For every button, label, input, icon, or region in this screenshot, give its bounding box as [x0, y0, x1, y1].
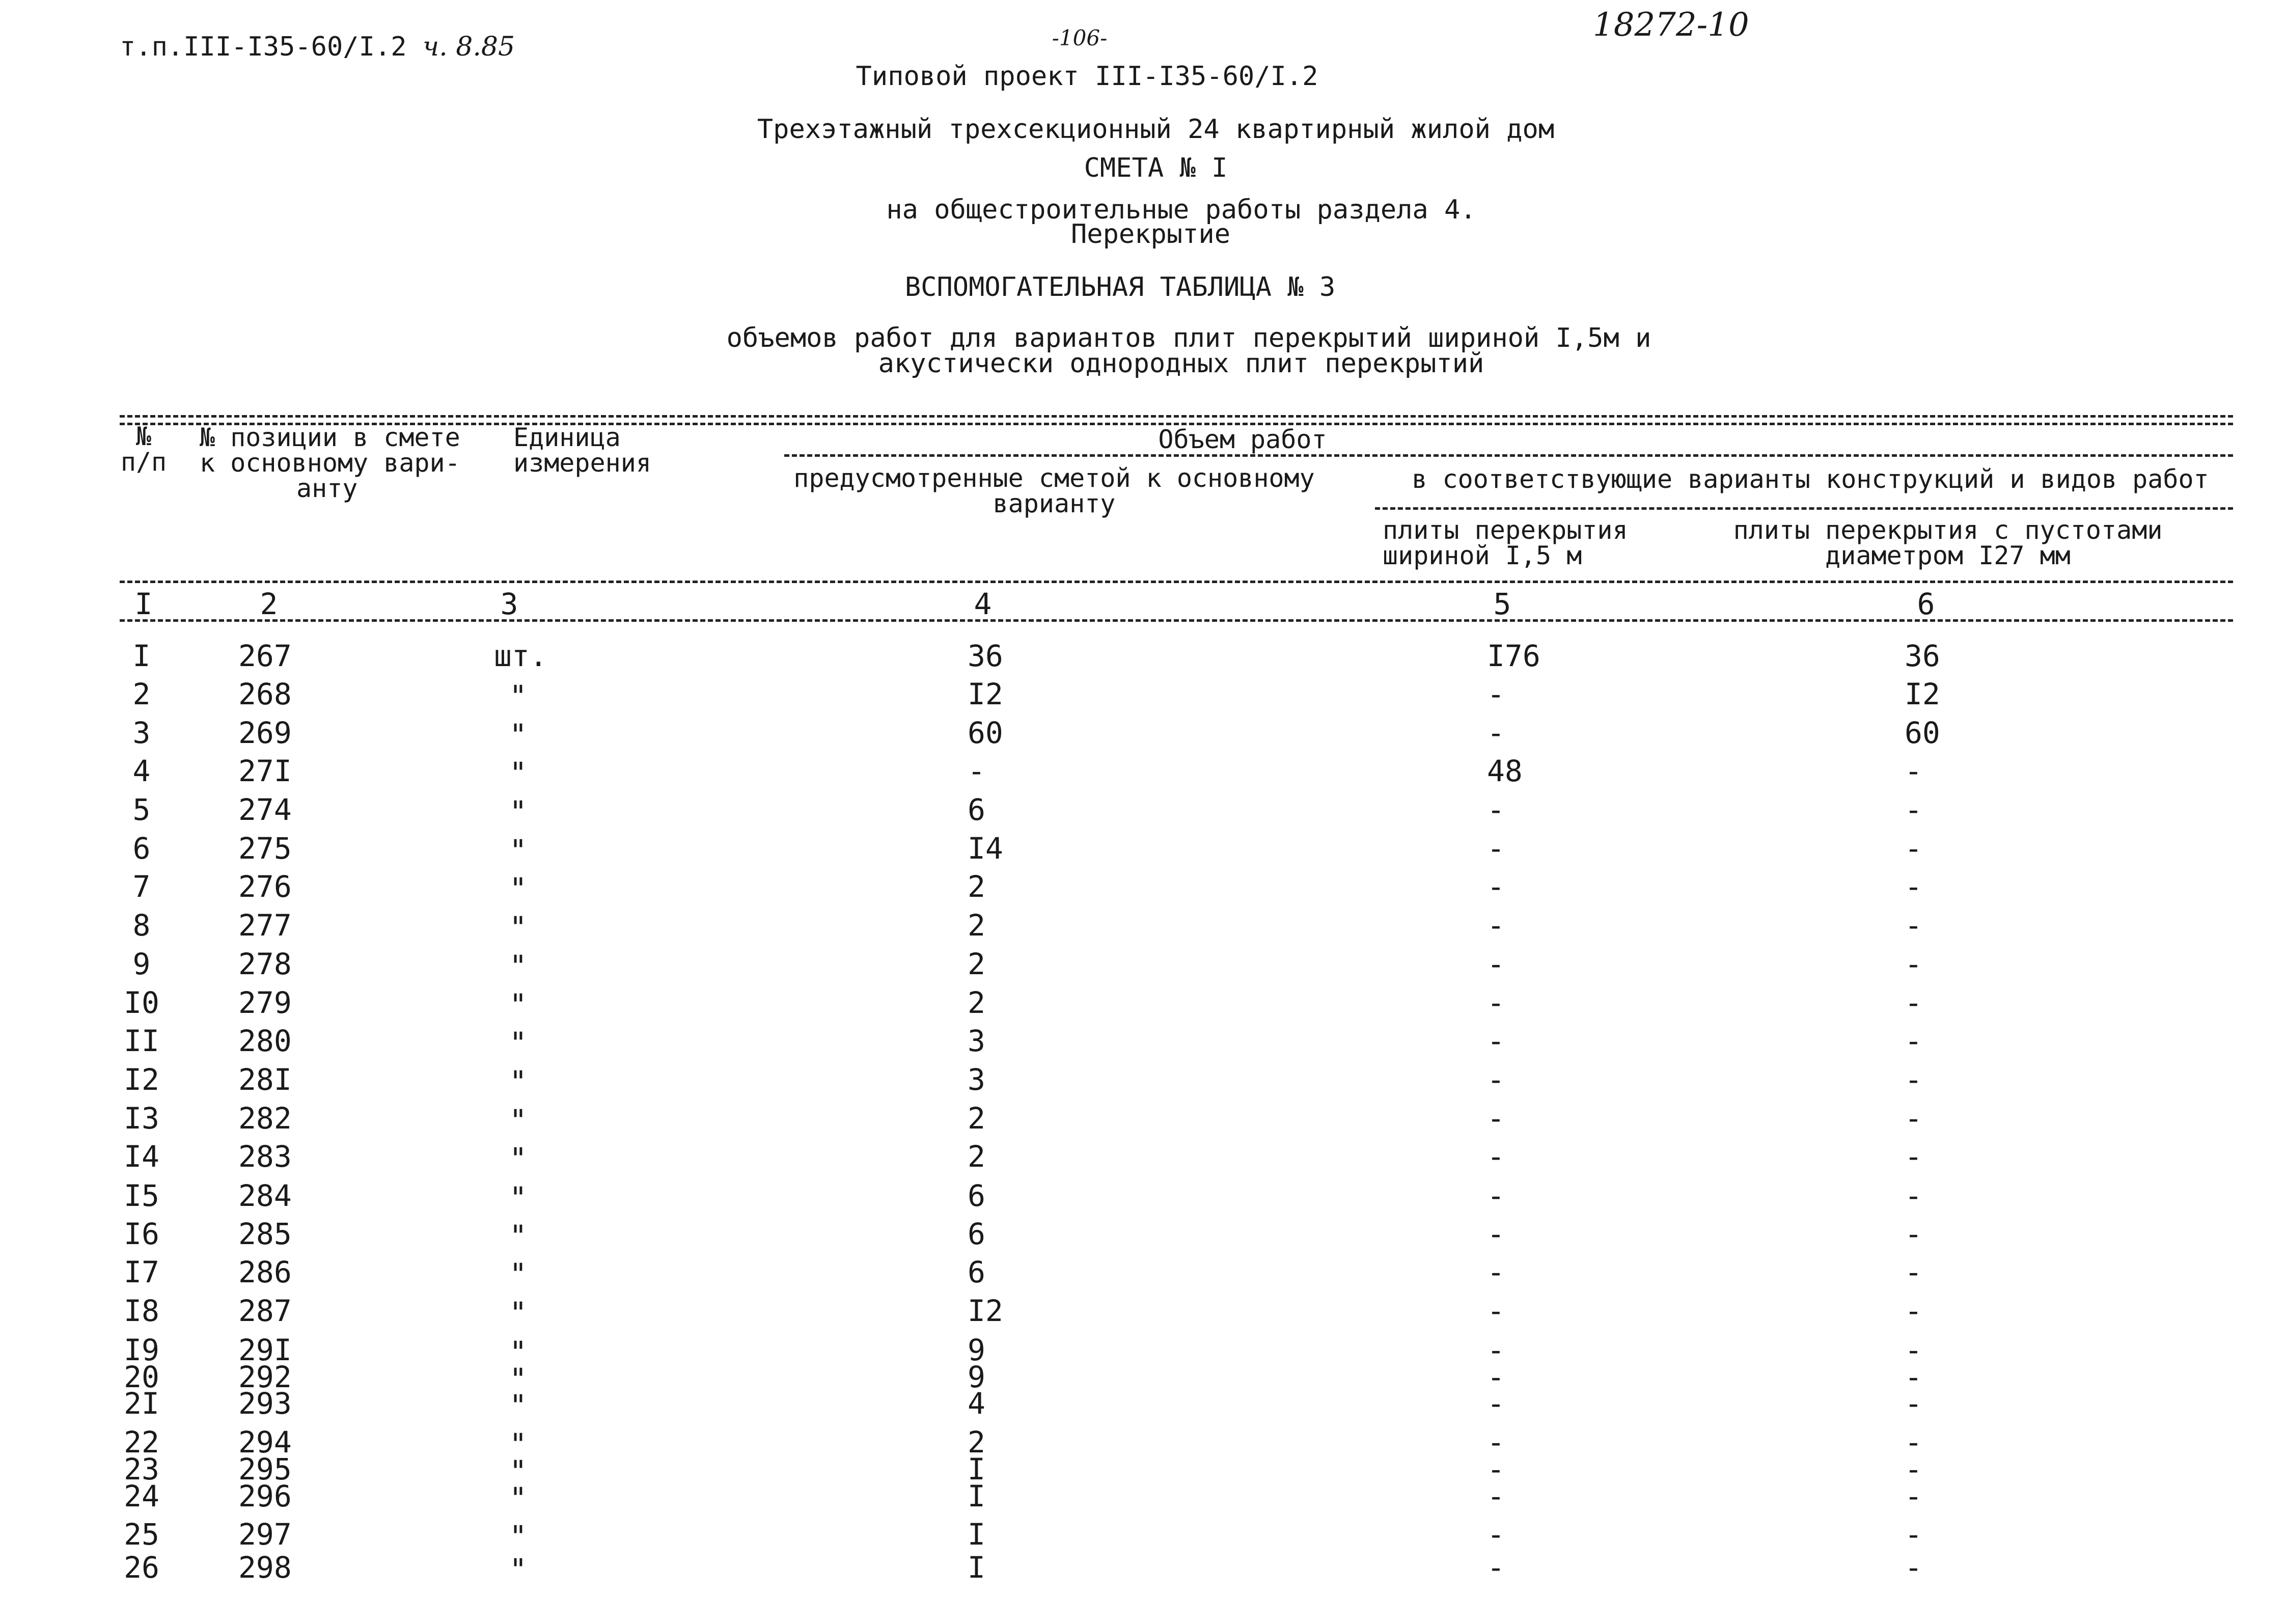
variant-1-volume-cell: - [1487, 1217, 1505, 1251]
header-base-variant-line-1: предусмотренные сметой к основному [793, 463, 1315, 493]
position-cell: 279 [238, 985, 292, 1020]
base-volume-cell: 2 [968, 908, 985, 943]
unit-cell: " [509, 1103, 527, 1138]
row-number-cell: 2I [124, 1386, 159, 1421]
base-volume-cell: I [968, 1550, 985, 1585]
column-numbers-rule [120, 619, 2233, 622]
variant-1-volume-cell: I76 [1487, 639, 1540, 673]
unit-cell: " [509, 756, 527, 790]
position-cell: 283 [238, 1139, 292, 1174]
base-volume-cell: 2 [968, 1101, 985, 1136]
row-number-cell: I3 [124, 1101, 159, 1136]
base-volume-cell: - [968, 754, 985, 788]
position-cell: 284 [238, 1178, 292, 1213]
variant-2-volume-cell: - [1905, 947, 1922, 981]
unit-cell: " [509, 1481, 527, 1516]
position-cell: 27I [238, 754, 292, 788]
variant-1-volume-cell: - [1487, 1386, 1505, 1421]
position-cell: 268 [238, 677, 292, 711]
variant-1-volume-cell: - [1487, 1101, 1505, 1136]
row-number-cell: 22 [124, 1425, 159, 1460]
header-position-line-2: к основному вари- [200, 448, 460, 478]
unit-cell: " [509, 1064, 527, 1099]
position-cell: 292 [238, 1360, 292, 1394]
base-volume-cell: 6 [968, 792, 985, 827]
position-cell: 269 [238, 715, 292, 750]
position-cell: 28I [238, 1062, 292, 1097]
variant-1-volume-cell: - [1487, 1517, 1505, 1552]
variant-2-volume-cell: - [1905, 1479, 1922, 1513]
variant-2-volume-cell: - [1905, 1386, 1922, 1421]
header-row-number [121, 424, 167, 475]
column-number-3: 3 [500, 587, 518, 621]
unit-cell: " [509, 794, 527, 829]
base-volume-cell: I [968, 1452, 985, 1487]
variant-2-volume-cell: - [1905, 1517, 1922, 1552]
variant-1-volume-cell: - [1487, 869, 1505, 904]
unit-cell: " [509, 1454, 527, 1489]
row-number-cell: 23 [124, 1452, 159, 1487]
base-volume-cell: 6 [968, 1217, 985, 1251]
position-cell: 286 [238, 1255, 292, 1289]
variant-1-volume-cell: - [1487, 908, 1505, 943]
header-unit-line-2: измерения [513, 448, 651, 478]
variant-2-volume-cell: - [1905, 869, 1922, 904]
variant-2-volume-cell: - [1905, 908, 1922, 943]
header-row-number-symbol: № [135, 422, 152, 451]
table-top-rule [120, 415, 2233, 418]
project-title: Типовой проект III-I35-60/I.2 [856, 61, 1318, 92]
unit-cell: " [509, 949, 527, 983]
base-volume-cell: 2 [968, 1425, 985, 1460]
base-volume-cell: 2 [968, 869, 985, 904]
document-reference [120, 33, 515, 61]
position-cell: 276 [238, 869, 292, 904]
variants-header-rule [1375, 507, 2233, 510]
base-volume-cell: I [968, 1517, 985, 1552]
column-number-5: 5 [1493, 587, 1511, 621]
variant-1-volume-cell: - [1487, 985, 1505, 1020]
position-cell: 287 [238, 1293, 292, 1328]
variant-2-volume-cell: - [1905, 1062, 1922, 1097]
base-volume-cell: 3 [968, 1024, 985, 1058]
unit-cell: " [509, 1219, 527, 1253]
variant-2-volume-cell: - [1905, 985, 1922, 1020]
unit-cell: " [509, 1552, 527, 1587]
unit-cell: " [509, 987, 527, 1022]
unit-cell: " [509, 1026, 527, 1060]
row-number-cell: I7 [124, 1255, 159, 1289]
unit-cell: " [509, 1388, 527, 1423]
header-base-variant [793, 465, 1315, 516]
variant-2-volume-cell: - [1905, 831, 1922, 866]
variant-1-volume-cell: - [1487, 1425, 1505, 1460]
base-volume-cell: 2 [968, 985, 985, 1020]
unit-cell: " [509, 1257, 527, 1291]
variant-1-volume-cell: - [1487, 1062, 1505, 1097]
position-cell: 294 [238, 1425, 292, 1460]
variant-2-volume-cell: - [1905, 1452, 1922, 1487]
row-number-cell: I9 [124, 1333, 159, 1367]
position-cell: 295 [238, 1452, 292, 1487]
archive-stamp-number: 18272-10 [1593, 6, 1749, 44]
row-number-cell: I0 [124, 985, 159, 1020]
unit-cell: " [509, 871, 527, 906]
row-number-cell: 9 [132, 947, 151, 981]
base-volume-cell: 6 [968, 1255, 985, 1289]
unit-cell: " [509, 910, 527, 945]
base-volume-cell: 2 [968, 1139, 985, 1174]
base-volume-cell: 6 [968, 1178, 985, 1213]
row-number-cell: 5 [132, 792, 151, 827]
row-number-cell: I4 [124, 1139, 159, 1174]
row-number-cell: 6 [132, 831, 151, 866]
header-position-line-3: анту [296, 474, 358, 503]
variant-1-volume-cell: - [1487, 715, 1505, 750]
estimate-number: СМЕТА № I [1084, 153, 1228, 183]
header-base-variant-line-2: варианту [993, 489, 1116, 518]
header-variants: в соответствующие варианты конструкций и видов работ [1412, 464, 2209, 494]
base-volume-cell: 36 [968, 639, 1003, 673]
variant-1-volume-cell: - [1487, 947, 1505, 981]
table-subtitle-line-2: акустически однородных плит перекрытий [878, 348, 1484, 379]
position-cell: 29I [238, 1333, 292, 1367]
row-number-cell: I [132, 639, 151, 673]
header-variant-2-line-2: диаметром I27 мм [1825, 541, 2071, 570]
header-position [200, 425, 460, 501]
base-volume-cell: I2 [968, 1293, 1003, 1328]
column-number-4: 4 [974, 587, 992, 621]
position-cell: 293 [238, 1386, 292, 1421]
variant-1-volume-cell: - [1487, 677, 1505, 711]
position-cell: 267 [238, 639, 292, 673]
position-cell: 285 [238, 1217, 292, 1251]
document-reference-handwritten: ч. 8.85 [422, 32, 515, 62]
column-number-1: I [134, 587, 153, 621]
variant-2-volume-cell: - [1905, 1178, 1922, 1213]
variant-2-volume-cell: 60 [1905, 715, 1940, 750]
unit-cell: шт. [494, 639, 547, 673]
base-volume-cell: I [968, 1479, 985, 1513]
header-variant-2 [1733, 517, 2163, 568]
variant-1-volume-cell: - [1487, 1139, 1505, 1174]
variant-1-volume-cell: - [1487, 1360, 1505, 1394]
variant-2-volume-cell: - [1905, 792, 1922, 827]
position-cell: 296 [238, 1479, 292, 1513]
variant-2-volume-cell: - [1905, 1139, 1922, 1174]
variant-2-volume-cell: - [1905, 1217, 1922, 1251]
base-volume-cell: 2 [968, 947, 985, 981]
variant-1-volume-cell: - [1487, 1024, 1505, 1058]
unit-cell: " [509, 1180, 527, 1215]
header-variant-1-line-2: шириной I,5 м [1383, 541, 1582, 570]
header-variant-2-line-1: плиты перекрытия с пустотами [1733, 515, 2163, 545]
position-cell: 298 [238, 1550, 292, 1585]
position-cell: 282 [238, 1101, 292, 1136]
unit-cell: " [509, 718, 527, 752]
row-number-cell: 26 [124, 1550, 159, 1585]
position-cell: 280 [238, 1024, 292, 1058]
row-number-cell: 2 [132, 677, 151, 711]
variant-2-volume-cell: - [1905, 1101, 1922, 1136]
header-position-line-1: № позиции в смете [200, 423, 460, 452]
variant-2-volume-cell: - [1905, 754, 1922, 788]
row-number-cell: 25 [124, 1517, 159, 1552]
variant-1-volume-cell: - [1487, 792, 1505, 827]
column-number-6: 6 [1917, 587, 1935, 621]
base-volume-cell: I4 [968, 831, 1003, 866]
variant-1-volume-cell: - [1487, 831, 1505, 866]
header-variant-1-line-1: плиты перекрытия [1383, 515, 1628, 545]
variant-2-volume-cell: - [1905, 1293, 1922, 1328]
header-row-number-label: п/п [120, 447, 167, 477]
row-number-cell: 7 [132, 869, 151, 904]
estimate-subject: на общестроительные работы раздела 4. [886, 195, 1476, 225]
row-number-cell: I8 [124, 1293, 159, 1328]
variant-1-volume-cell: - [1487, 1550, 1505, 1585]
unit-cell: " [509, 1519, 527, 1554]
unit-cell: " [509, 679, 527, 713]
variant-2-volume-cell: - [1905, 1550, 1922, 1585]
position-cell: 278 [238, 947, 292, 981]
variant-2-volume-cell: - [1905, 1333, 1922, 1367]
row-number-cell: II [124, 1024, 159, 1058]
unit-cell: " [509, 1335, 527, 1369]
header-bottom-rule [120, 581, 2233, 583]
variant-2-volume-cell: - [1905, 1024, 1922, 1058]
variant-1-volume-cell: 48 [1487, 754, 1523, 788]
estimate-section: Перекрытие [1070, 219, 1231, 250]
header-unit [513, 425, 651, 476]
position-cell: 277 [238, 908, 292, 943]
base-volume-cell: I2 [968, 677, 1003, 711]
row-number-cell: 24 [124, 1479, 159, 1513]
row-number-cell: 8 [132, 908, 151, 943]
variant-1-volume-cell: - [1487, 1452, 1505, 1487]
position-cell: 275 [238, 831, 292, 866]
building-description: Трехэтажный трехсекционный 24 квартирный жилой дом [757, 114, 1555, 145]
variant-1-volume-cell: - [1487, 1479, 1505, 1513]
variant-2-volume-cell: - [1905, 1255, 1922, 1289]
unit-cell: " [509, 1427, 527, 1462]
row-number-cell: I6 [124, 1217, 159, 1251]
variant-2-volume-cell: I2 [1905, 677, 1940, 711]
base-volume-cell: 9 [968, 1333, 985, 1367]
page-number: -106- [1052, 25, 1108, 50]
row-number-cell: 4 [132, 754, 151, 788]
variant-1-volume-cell: - [1487, 1255, 1505, 1289]
volume-header-rule [784, 454, 2233, 457]
row-number-cell: 3 [132, 715, 151, 750]
unit-cell: " [509, 1296, 527, 1330]
header-unit-line-1: Единица [513, 423, 621, 452]
row-number-cell: I5 [124, 1178, 159, 1213]
header-variant-1 [1383, 517, 1628, 568]
table-subtitle-line-1: объемов работ для вариантов плит перекрытий шириной I,5м и [726, 323, 1651, 353]
row-number-cell: I2 [124, 1062, 159, 1097]
unit-cell: " [509, 1362, 527, 1396]
base-volume-cell: 4 [968, 1386, 985, 1421]
position-cell: 274 [238, 792, 292, 827]
variant-1-volume-cell: - [1487, 1178, 1505, 1213]
unit-cell: " [509, 833, 527, 868]
header-work-volume: Объем работ [1158, 425, 1327, 454]
base-volume-cell: 9 [968, 1360, 985, 1394]
variant-2-volume-cell: - [1905, 1425, 1922, 1460]
table-title: ВСПОМОГАТЕЛЬНАЯ ТАБЛИЦА № 3 [904, 272, 1336, 302]
base-volume-cell: 60 [968, 715, 1003, 750]
variant-1-volume-cell: - [1487, 1333, 1505, 1367]
unit-cell: " [509, 1141, 527, 1176]
document-reference-code: т.п.III-I35-60/I.2 [120, 32, 407, 62]
variant-2-volume-cell: - [1905, 1360, 1922, 1394]
column-number-2: 2 [260, 587, 278, 621]
variant-1-volume-cell: - [1487, 1293, 1505, 1328]
position-cell: 297 [238, 1517, 292, 1552]
base-volume-cell: 3 [968, 1062, 985, 1097]
variant-2-volume-cell: 36 [1905, 639, 1940, 673]
row-number-cell: 20 [124, 1360, 159, 1394]
